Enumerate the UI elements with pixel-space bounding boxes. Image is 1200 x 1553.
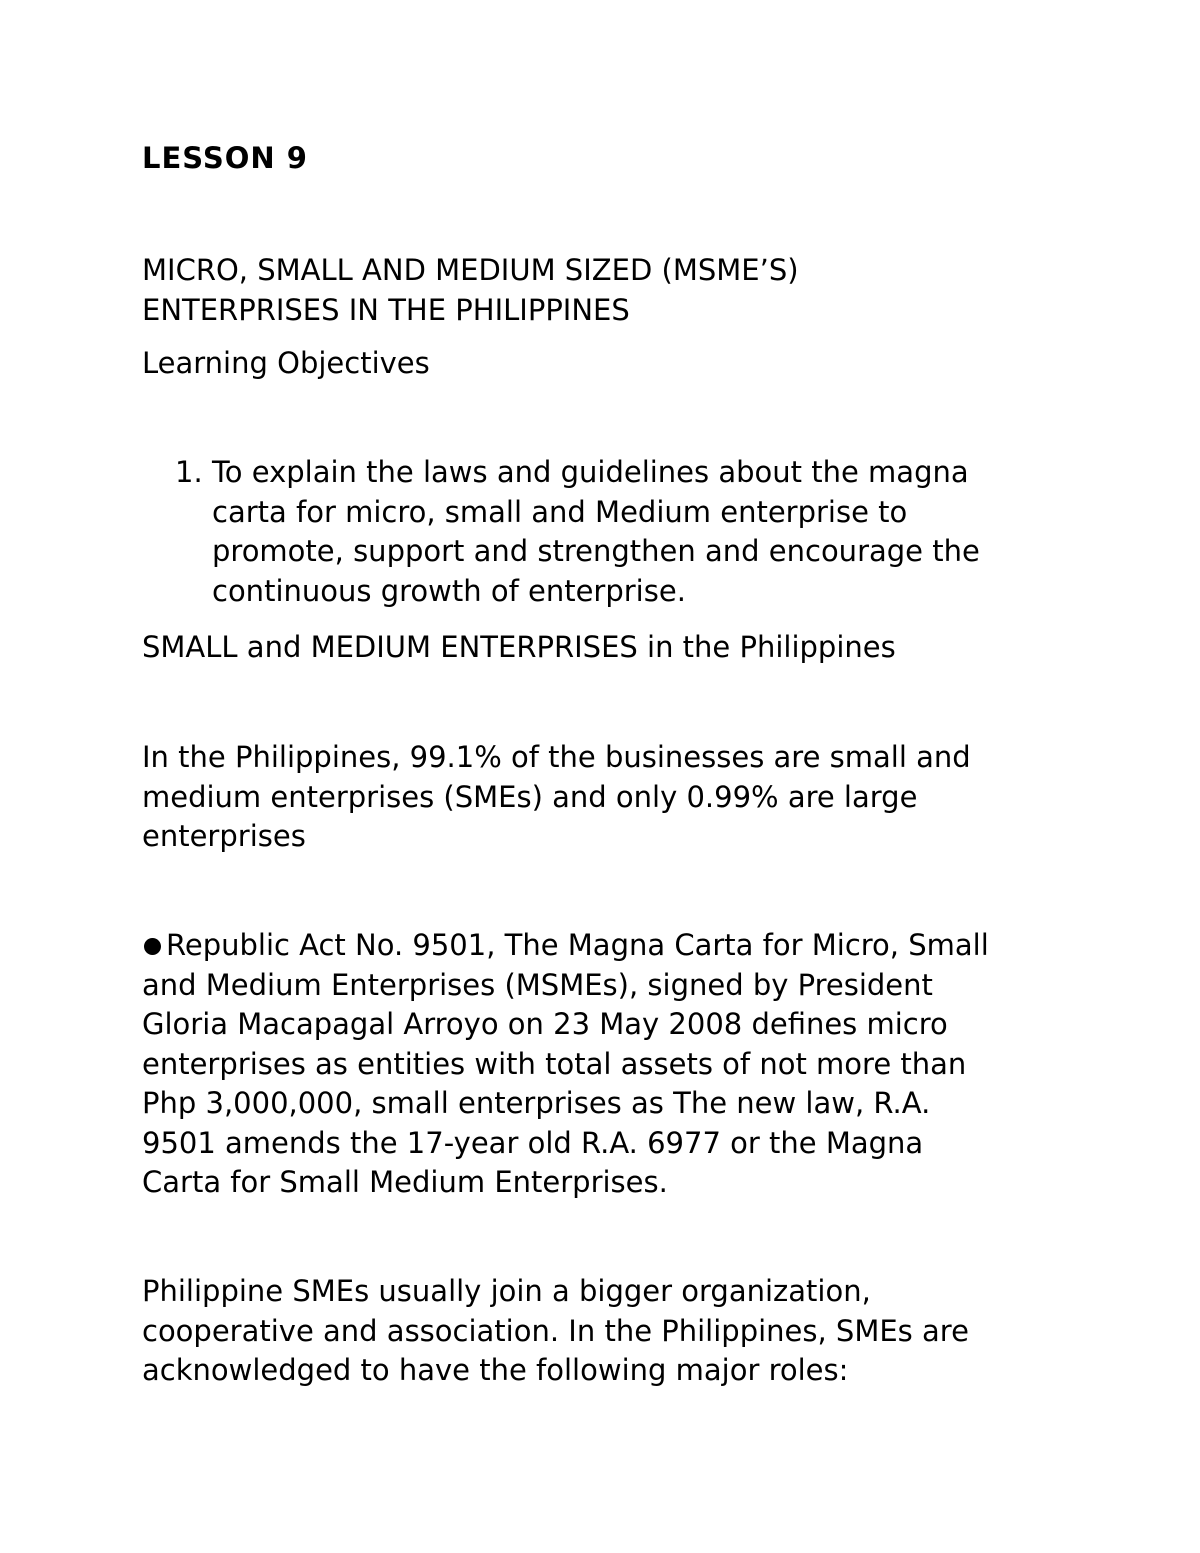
- objectives-heading: Learning Objectives: [142, 346, 430, 380]
- objective-number: 1.: [175, 455, 203, 489]
- paragraph-sme-roles: Philippine SMEs usually join a bigger organization, cooperative and association. In the Philippines, SMEs are acknowledged to have the following major roles:: [142, 1274, 969, 1387]
- lesson-heading: LESSON 9: [142, 141, 308, 175]
- bullet-icon: [144, 938, 161, 955]
- objective-text: To explain the laws and guidelines about the magna carta for micro, small and Medium enterprise to promote, support and strengthen and encourage the continuous growth of enterprise.: [212, 455, 980, 608]
- document-title: MICRO, SMALL AND MEDIUM SIZED (MSME’S) ENTERPRISES IN THE PHILIPPINES: [142, 253, 799, 327]
- bullet-text: Republic Act No. 9501, The Magna Carta for Micro, Small and Medium Enterprises (MSMEs), signed by President Gloria Macapagal Arroyo on 23 May 2008 defines micro enterprises as entities with total assets of not more than Php 3,000,000, small enterprises as The new law, R.A. 9501 amends the 17-year old R.A. 6977 or the Magna Carta for Small Medium Enterprises.: [142, 928, 989, 1199]
- paragraph-sme-share: In the Philippines, 99.1% of the businesses are small and medium enterprises (SMEs) and only 0.99% are large enterprises: [142, 740, 971, 853]
- sme-heading: SMALL and MEDIUM ENTERPRISES in the Philippines: [142, 630, 896, 664]
- bullet-item: [142, 926, 1072, 1203]
